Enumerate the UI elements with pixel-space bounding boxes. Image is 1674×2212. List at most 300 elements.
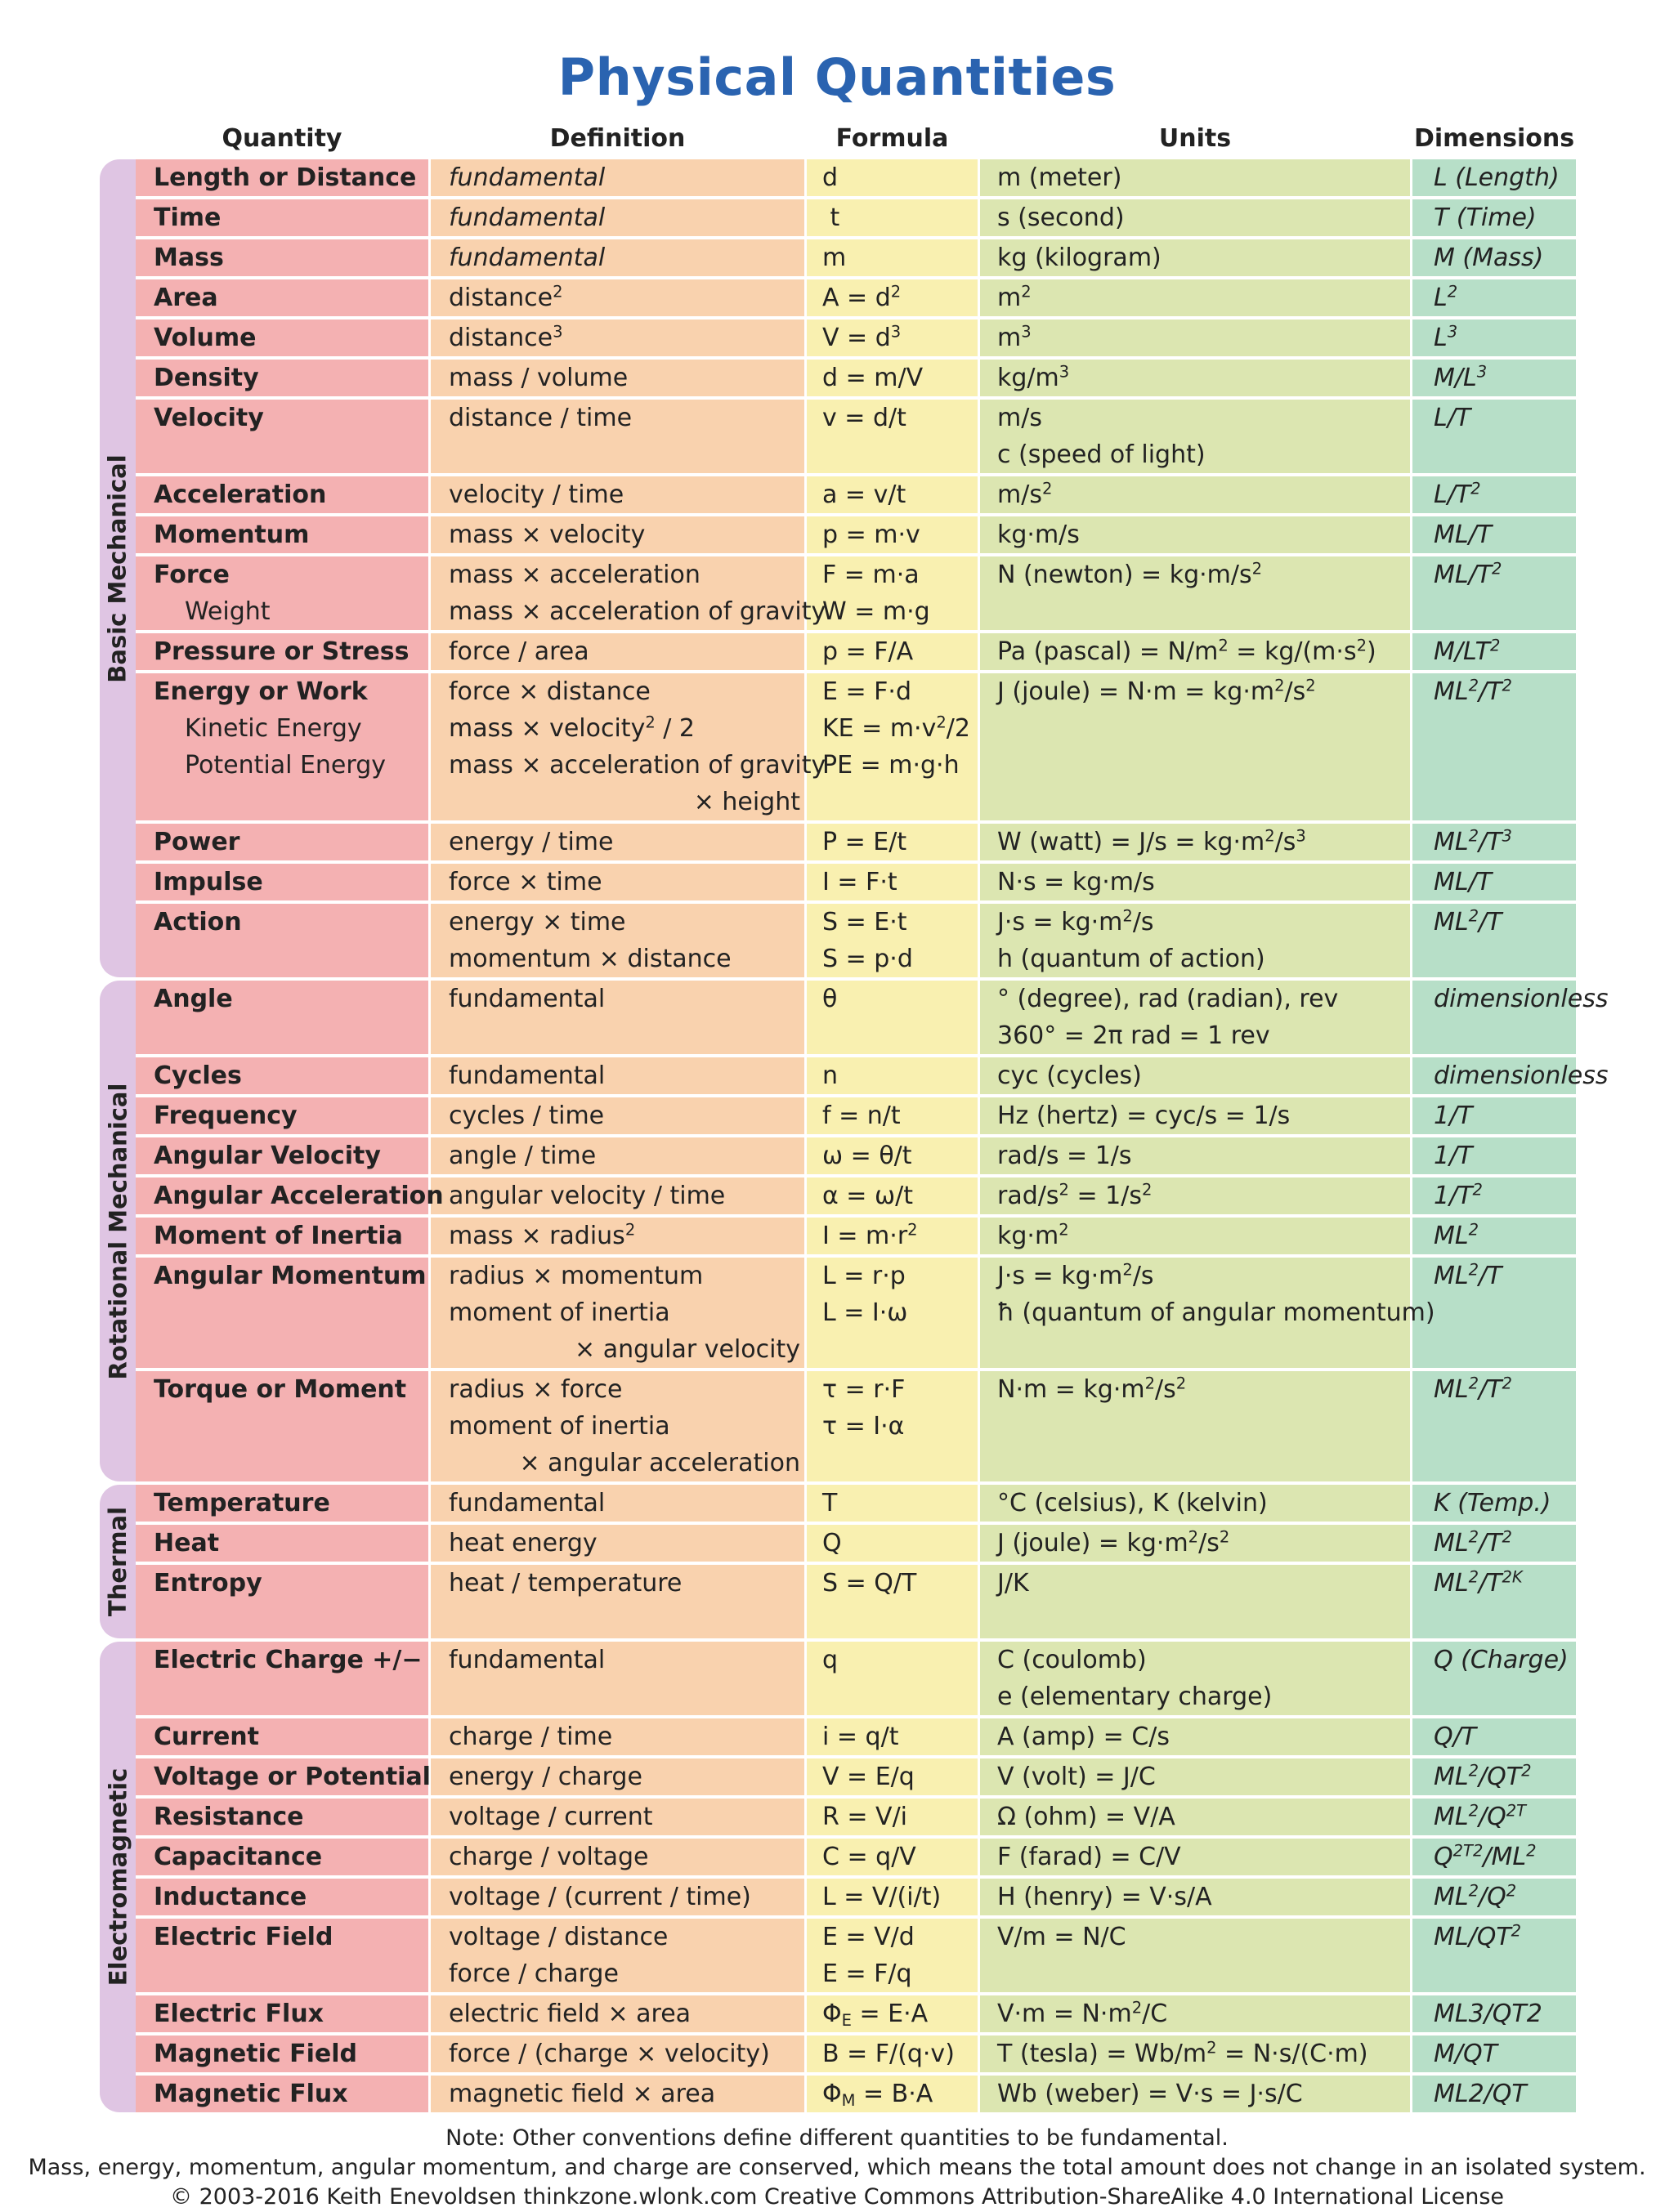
formula-cell (822, 1097, 974, 1134)
dimensions-cell (1434, 279, 1574, 316)
dimensions-text: $ML/QT^2$ (1434, 1921, 1522, 1951)
quantities-table (0, 159, 1674, 2112)
quantity-cell (154, 1258, 427, 1294)
units-cell (997, 556, 1406, 593)
quantity-name: Length or Distance (154, 163, 417, 192)
definition-text: fundamental (449, 203, 606, 232)
dimensions-text: $L^3$ (1434, 322, 1458, 352)
table-row (0, 2035, 1674, 2072)
table-row (0, 1177, 1674, 1214)
header-units: Units (1158, 124, 1232, 153)
quantity-cell (154, 199, 427, 236)
units-text: rad/$s^2 = 1/s^2$ (997, 1180, 1153, 1210)
dimensions-cell (1434, 1919, 1574, 1955)
formula-text: V = E/q (822, 1763, 915, 1791)
definition-text: radius × momentum (449, 1262, 704, 1290)
units-text: C (coulomb) (997, 1646, 1147, 1674)
definition-text: mass × acceleration of gravity (449, 751, 826, 780)
quantity-name: Pressure or Stress (154, 637, 410, 666)
table-row (0, 476, 1674, 513)
dimensions-text: L/T (1434, 404, 1471, 432)
definition-cell (449, 1565, 800, 1602)
formula-cell (822, 1218, 974, 1254)
quantity-name: Force (154, 561, 230, 589)
quantity-name: Energy or Work (154, 677, 368, 706)
definition-text: mass × acceleration (449, 561, 700, 589)
dimensions-text: $ML^2/T$ (1434, 906, 1502, 936)
units-text: V/m = N/C (997, 1923, 1126, 1951)
units-text: $m/s^2$ (997, 479, 1053, 509)
dimensions-text: ML3/QT2 (1434, 2000, 1542, 2028)
definition-text: angle / time (449, 1142, 597, 1170)
dimensions-cell (1434, 904, 1574, 941)
units-text: N·s = kg·m/s (997, 868, 1155, 896)
formula-cell (822, 1839, 974, 1875)
units-text: $N\cdot m = kg\cdot m^2/s^2$ (997, 1374, 1187, 1404)
quantity-name: Angular Acceleration (154, 1182, 444, 1210)
footer-note: Note: Other conventions define different quantities to be fundamental. (445, 2125, 1229, 2151)
page-title: Physical Quantities (557, 47, 1117, 107)
formula-cell (822, 1758, 974, 1795)
definition-cell (449, 864, 800, 900)
quantity-cell (154, 1485, 427, 1522)
definition-cell (449, 1758, 800, 1795)
definition-text: energy / charge (449, 1763, 642, 1791)
definition-text: force / area (449, 637, 589, 666)
quantity-name: Power (154, 828, 240, 856)
quantity-name: Temperature (154, 1489, 330, 1517)
quantity-subitem: Weight (185, 597, 271, 626)
table-row (0, 981, 1674, 1054)
formula-text: I = F·t (822, 868, 897, 896)
section-label-text: Basic Mechanical (104, 454, 132, 683)
definition-text: mass / volume (449, 364, 629, 392)
definition-cell (449, 1218, 800, 1254)
units-text: kg·m/s (997, 521, 1080, 549)
table-row (0, 199, 1674, 236)
definition-text: radius × force (449, 1375, 623, 1404)
table-row (0, 516, 1674, 553)
quantity-cell (154, 400, 427, 436)
dimensions-text: $L^2$ (1434, 282, 1458, 312)
definition-cell (449, 2035, 800, 2072)
header-formula: Formula (835, 124, 949, 153)
table-row (0, 633, 1674, 670)
dimensions-text: dimensionless (1434, 985, 1609, 1013)
dimensions-cell (1434, 1485, 1574, 1522)
formula-text: q (822, 1646, 839, 1674)
dimensions-cell (1434, 1097, 1574, 1134)
definition-cell (449, 1995, 800, 2032)
units-cell (997, 1799, 1406, 1835)
dimensions-cell (1434, 1799, 1574, 1835)
formula-cell (822, 1995, 974, 2032)
formula-text: PE = m·g·h (822, 751, 960, 780)
formula-text: $V = d^3$ (822, 322, 902, 352)
quantity-name: Angular Velocity (154, 1142, 381, 1170)
formula-text: ω = θ/t (822, 1142, 912, 1170)
definition-text: heat / temperature (449, 1569, 683, 1598)
formula-cell (822, 1057, 974, 1094)
table-row (0, 159, 1674, 196)
section-label-text: Thermal (104, 1506, 132, 1617)
dimensions-cell (1434, 673, 1574, 710)
formula-text: $I = m\cdot r^2$ (822, 1220, 918, 1250)
dimensions-text: $M/LT^2$ (1434, 636, 1501, 666)
table-row (0, 400, 1674, 473)
formula-cell (822, 824, 974, 860)
quantity-cell (154, 1879, 427, 1915)
units-text: H (henry) = V·s/A (997, 1883, 1212, 1911)
definition-cell (449, 1718, 800, 1755)
definition-text: mass × velocity (449, 521, 646, 549)
formula-cell (822, 1371, 974, 1445)
units-text: $V\cdot m = N\cdot m^2/C$ (997, 1998, 1168, 2028)
table-row (0, 1371, 1674, 1481)
formula-text: $A = d^2$ (822, 282, 902, 312)
formula-cell (822, 1642, 974, 1678)
section-label-text: Electromagnetic (104, 1767, 132, 1986)
footer (0, 2124, 1674, 2212)
dimensions-cell (1434, 1177, 1574, 1214)
units-cell (997, 673, 1406, 710)
quantity-cell (154, 556, 427, 630)
units-cell (997, 1057, 1406, 1094)
quantity-cell (154, 1218, 427, 1254)
quantity-name: Angular Momentum (154, 1262, 427, 1290)
units-cell (997, 2035, 1406, 2072)
units-text: e (elementary charge) (997, 1682, 1273, 1711)
units-text: c (speed of light) (997, 440, 1206, 469)
quantity-cell (154, 1839, 427, 1875)
definition-text: force × time (449, 868, 602, 896)
units-text: ħ (quantum of angular momentum) (997, 1298, 1435, 1327)
dimensions-text: $ML^2/T^{2K}$ (1434, 1567, 1523, 1598)
quantity-name: Acceleration (154, 480, 327, 509)
table-row (0, 1057, 1674, 1094)
definition-cell (449, 556, 826, 630)
definition-text: energy / time (449, 828, 614, 856)
dimensions-cell (1434, 556, 1574, 593)
quantity-name: Angle (154, 985, 233, 1013)
units-text: °C (celsius), K (kelvin) (997, 1489, 1268, 1517)
dimensions-text: Q (Charge) (1434, 1646, 1569, 1674)
units-cell (997, 159, 1406, 196)
quantity-cell (154, 360, 427, 396)
formula-cell (822, 1718, 974, 1755)
quantity-name: Voltage or Potential (154, 1763, 431, 1791)
definition-text: distance$^2$ (449, 282, 563, 312)
formula-cell (822, 199, 974, 236)
units-cell (997, 320, 1406, 356)
definition-cell (449, 1057, 800, 1094)
table-row (0, 556, 1674, 630)
table-row (0, 1919, 1674, 1992)
quantity-cell (154, 904, 427, 941)
formula-cell (822, 239, 974, 276)
quantity-name: Electric Field (154, 1923, 333, 1951)
definition-cell (449, 824, 800, 860)
formula-text: R = V/i (822, 1803, 908, 1831)
quantity-cell (154, 824, 427, 860)
definition-text: voltage / (current / time) (449, 1883, 751, 1911)
formula-text: Q (822, 1529, 842, 1557)
units-cell (997, 516, 1406, 553)
column-headers (0, 123, 1674, 155)
units-text: $J\cdot s = kg\cdot m^2/s$ (997, 906, 1154, 936)
formula-text: E = F/q (822, 1960, 912, 1988)
formula-text: f = n/t (822, 1102, 901, 1130)
quantity-cell (154, 159, 427, 196)
dimensions-text: $ML^2/QT^2$ (1434, 1761, 1532, 1791)
formula-cell (822, 556, 974, 630)
units-text: kg (kilogram) (997, 244, 1162, 272)
dimensions-text: T (Time) (1434, 203, 1537, 232)
definition-text: fundamental (449, 1646, 606, 1674)
formula-text: F = m·a (822, 561, 920, 589)
definition-text: × angular velocity (575, 1335, 800, 1364)
definition-text: voltage / distance (449, 1923, 669, 1951)
table-row (0, 1758, 1674, 1795)
dimensions-text: $ML^2/T^2$ (1434, 1527, 1512, 1557)
definition-text: heat energy (449, 1529, 598, 1557)
units-cell (997, 279, 1406, 316)
table-row (0, 1799, 1674, 1835)
dimensions-cell (1434, 1137, 1574, 1174)
units-text: F (farad) = C/V (997, 1843, 1181, 1871)
definition-text: × height (693, 788, 800, 816)
dimensions-cell (1434, 1258, 1574, 1294)
quantity-cell (154, 1758, 431, 1795)
quantity-cell (154, 981, 427, 1017)
quantity-cell (154, 1525, 427, 1562)
formula-text: p = m·v (822, 521, 920, 549)
formula-cell (822, 1258, 974, 1331)
dimensions-text: ML/T (1434, 868, 1493, 896)
formula-text: B = F/(q·v) (822, 2040, 955, 2068)
units-cell (997, 199, 1406, 236)
definition-cell (449, 199, 800, 236)
definition-text: mass × velocity$^2$ / 2 (449, 713, 696, 743)
definition-text: fundamental (449, 163, 606, 192)
quantity-cell (154, 320, 427, 356)
formula-text: E = F·d (822, 677, 911, 706)
formula-text: C = q/V (822, 1843, 916, 1871)
formula-cell (822, 400, 974, 436)
units-cell (997, 1371, 1406, 1408)
units-cell (997, 1839, 1406, 1875)
dimensions-text: $ML^2/T^3$ (1434, 826, 1512, 856)
quantity-name (154, 784, 427, 820)
formula-text: KE = $m\cdot v^2/2$ (822, 713, 970, 743)
section-label-text: Rotational Mechanical (104, 1083, 132, 1379)
formula-cell (822, 1485, 974, 1522)
definition-text: momentum × distance (449, 945, 732, 973)
definition-text: distance$^3$ (449, 322, 563, 352)
units-cell (997, 476, 1406, 513)
header-definition: Definition (549, 124, 686, 153)
table-row (0, 1097, 1674, 1134)
formula-text: τ = r·F (822, 1375, 906, 1404)
formula-cell (822, 159, 974, 196)
dimensions-cell (1434, 1565, 1574, 1602)
units-cell (997, 1097, 1406, 1134)
formula-text: d (822, 163, 839, 192)
table-row (0, 824, 1674, 860)
units-cell (997, 239, 1406, 276)
formula-cell (822, 1919, 974, 1992)
formula-text: θ (822, 985, 838, 1013)
definition-cell (449, 2076, 800, 2112)
quantity-cell (154, 279, 427, 316)
quantity-cell (154, 1799, 427, 1835)
units-cell (997, 1485, 1406, 1522)
quantity-name: Area (154, 284, 218, 312)
units-text: m/s (997, 404, 1042, 432)
quantity-name: Capacitance (154, 1843, 323, 1871)
units-text: Pa (pascal) = $N/m^2 = kg/(m\cdot s^2)$ (997, 636, 1376, 666)
formula-cell (822, 1799, 974, 1835)
quantity-cell (154, 1718, 427, 1755)
quantity-subitem: Potential Energy (185, 751, 386, 780)
dimensions-text: $ML/T^2$ (1434, 559, 1502, 589)
quantity-cell (154, 1371, 427, 1408)
quantity-name: Electric Charge +/− (154, 1646, 423, 1674)
dimensions-cell (1434, 824, 1574, 860)
formula-cell (822, 1565, 974, 1602)
definition-text: force / charge (449, 1960, 619, 1988)
table-row (0, 673, 1674, 820)
units-cell (997, 1218, 1406, 1254)
quantity-name: Impulse (154, 868, 263, 896)
quantity-cell (154, 1137, 427, 1174)
dimensions-cell (1434, 1371, 1574, 1408)
formula-text: a = v/t (822, 480, 906, 509)
formula-cell (822, 864, 974, 900)
header-dimensions: Dimensions (1413, 124, 1575, 153)
table-row (0, 1642, 1674, 1715)
dimensions-text: ML/T (1434, 521, 1493, 549)
definition-text: × angular acceleration (519, 1449, 800, 1477)
units-text: $J\cdot s = kg\cdot m^2/s$ (997, 1260, 1154, 1290)
formula-cell (822, 360, 974, 396)
quantity-cell (154, 2035, 427, 2072)
footer-copyright: © 2003-2016 Keith Enevoldsen thinkzone.wlonk.com Creative Commons Attribution-ShareAlike 4.0 International License (170, 2184, 1504, 2210)
quantity-name: Action (154, 908, 242, 936)
definition-cell (449, 159, 800, 196)
formula-cell (822, 1525, 974, 1562)
definition-text: velocity / time (449, 480, 624, 509)
dimensions-cell (1434, 320, 1574, 356)
formula-text: α = ω/t (822, 1182, 913, 1210)
dimensions-text: K (Temp.) (1434, 1489, 1551, 1517)
definition-cell (449, 1642, 800, 1678)
formula-text: τ = I·α (822, 1412, 905, 1441)
definition-cell (449, 904, 800, 977)
definition-cell (449, 1799, 800, 1835)
quantity-cell (154, 1642, 427, 1678)
dimensions-text: $Q^{2T2}/ML^2$ (1434, 1841, 1537, 1871)
units-cell (997, 2076, 1406, 2112)
quantity-name: Moment of Inertia (154, 1222, 403, 1250)
formula-cell (822, 320, 974, 356)
formula-cell (822, 1137, 974, 1174)
units-text: T (tesla) = $Wb/m^2 = N\cdot s/(C\cdot m)$ (997, 2038, 1368, 2068)
dimensions-cell (1434, 1879, 1574, 1915)
definition-cell (449, 1839, 800, 1875)
quantity-cell (154, 1565, 427, 1602)
quantity-cell (154, 516, 427, 553)
units-cell (997, 824, 1406, 860)
definition-cell (449, 476, 800, 513)
footer-conservation: Mass, energy, momentum, angular momentum, and charge are conserved, which means the total amount does not change in an isolated system. (28, 2155, 1646, 2180)
units-text: J (joule) = $kg\cdot m^2/s^2$ (997, 1527, 1230, 1557)
dimensions-cell (1434, 864, 1574, 900)
units-text: $m^2$ (997, 282, 1032, 312)
table-row (0, 239, 1674, 276)
units-text: ° (degree), rad (radian), rev (997, 985, 1339, 1013)
dimensions-cell (1434, 199, 1574, 236)
units-cell (997, 1177, 1406, 1214)
quantity-name: Time (154, 203, 222, 232)
formula-text: S = E·t (822, 908, 907, 936)
units-cell (997, 1879, 1406, 1915)
quantity-cell (154, 1057, 427, 1094)
formula-cell (822, 2076, 974, 2112)
units-cell (997, 1758, 1406, 1795)
dimensions-text: M/QT (1434, 2040, 1497, 2068)
formula-text: v = d/t (822, 404, 906, 432)
dimensions-cell (1434, 239, 1574, 276)
units-text: V (volt) = J/C (997, 1763, 1156, 1791)
dimensions-text: $1/T^2$ (1434, 1180, 1483, 1210)
units-cell (997, 1525, 1406, 1562)
definition-cell (449, 1485, 800, 1522)
quantity-name: Momentum (154, 521, 310, 549)
formula-text: t (822, 203, 840, 232)
definition-cell (449, 279, 800, 316)
quantity-cell (154, 864, 427, 900)
dimensions-cell (1434, 1218, 1574, 1254)
definition-cell (449, 1371, 800, 1481)
formula-cell (822, 2035, 974, 2072)
definition-text: electric field × area (449, 2000, 692, 2028)
formula-cell (822, 476, 974, 513)
units-cell (997, 864, 1406, 900)
units-text: $kg/m^3$ (997, 362, 1070, 392)
units-text: $m^3$ (997, 322, 1032, 352)
definition-cell (449, 1879, 800, 1915)
dimensions-cell (1434, 1642, 1574, 1678)
quantity-subitem: Kinetic Energy (185, 714, 362, 743)
dimensions-cell (1434, 1525, 1574, 1562)
formula-text: m (822, 244, 847, 272)
units-text: Wb (weber) = V·s = J·s/C (997, 2080, 1303, 2108)
definition-text: charge / voltage (449, 1843, 649, 1871)
dimensions-cell (1434, 476, 1574, 513)
units-cell (997, 1718, 1406, 1755)
dimensions-text: $L/T^2$ (1434, 479, 1481, 509)
dimensions-text: $ML^2/T^2$ (1434, 676, 1512, 706)
table-row (0, 1995, 1674, 2032)
dimensions-text: dimensionless (1434, 1061, 1609, 1090)
dimensions-text: $ML^2/Q^2$ (1434, 1881, 1517, 1911)
definition-cell (449, 320, 800, 356)
table-row (0, 904, 1674, 977)
dimensions-text: $ML^2/T$ (1434, 1260, 1502, 1290)
definition-cell (449, 360, 800, 396)
formula-cell (822, 1177, 974, 1214)
